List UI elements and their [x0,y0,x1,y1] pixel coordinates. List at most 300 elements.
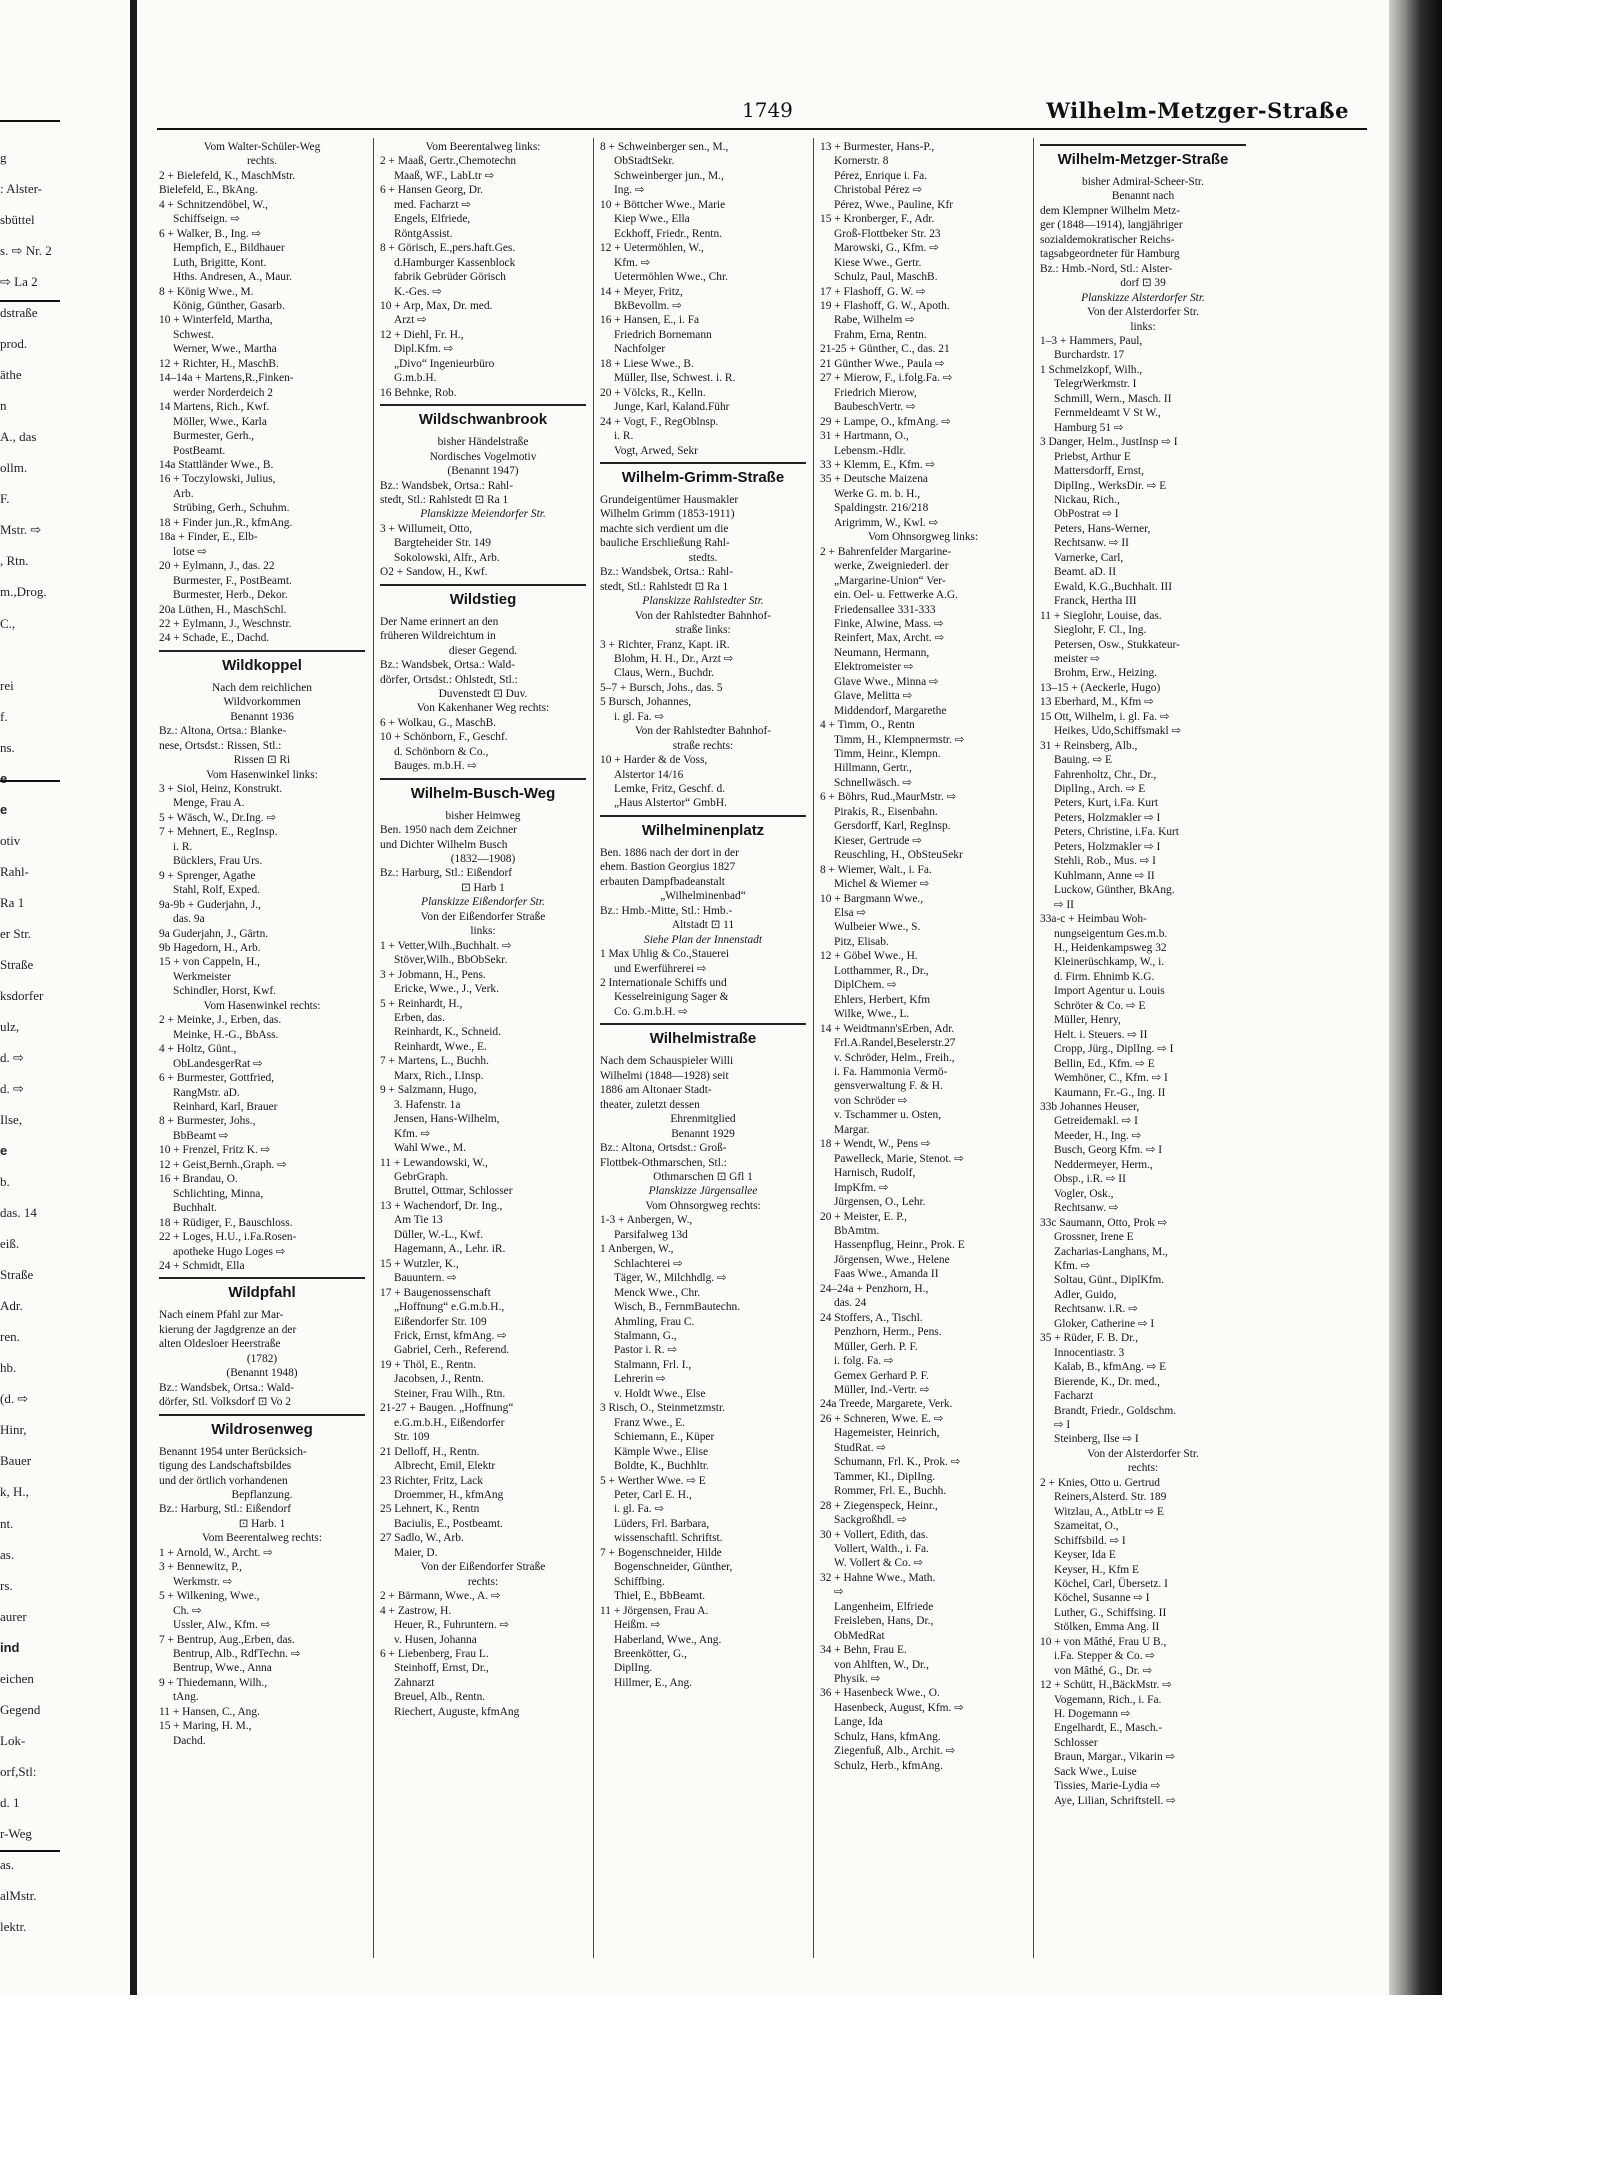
resident-entry: Franck, Hertha III [1054,595,1137,608]
resident-entry: Hempfich, E., Bildhauer [173,242,285,255]
house-entry: 10 + Arp, Max, Dr. med. [380,299,493,312]
street-heading: Wilhelmistraße [600,1023,806,1049]
house-entry: 7 + Mehnert, E., RegInsp. [159,826,278,839]
resident-entry: Heikes, Udo,Schiffsmakl ⇨ [1054,725,1182,738]
resident-entry: Peters, Holzmakler ⇨ I [1054,811,1161,824]
resident-entry: Petersen, Osw., Stukkateur- [1054,638,1180,651]
section-note: Wildvorkommen [223,696,301,709]
map-reference: Planskizze Eißendorfer Str. [421,896,545,909]
left-page-fragment: sbüttel [0,212,35,228]
resident-entry: Sieglohr, F. Cl., Ing. [1054,624,1147,637]
resident-entry: Burmester, Herb., Dekor. [173,589,288,602]
left-page-fragment: rei [0,677,14,693]
resident-entry: „Hoffnung“ e.G.m.b.H., [394,1301,505,1314]
resident-entry: Sack Wwe., Luise [1054,1765,1137,1778]
resident-entry: Braun, Margar., Vikarin ⇨ [1054,1751,1176,1764]
resident-entry: Schiffseign. ⇨ [173,213,240,226]
house-entry: 1-3 + Anbergen, W., [600,1214,693,1227]
resident-entry: Möller, Wwe., Karla [173,415,267,428]
resident-entry: med. Facharzt ⇨ [394,198,471,211]
resident-entry: Pérez, Wwe., Pauline, Kfr [834,198,954,211]
house-entry: 11 + Hansen, C., Ang. [159,1705,260,1718]
section-note: Vom Beerentalweg rechts: [202,1532,322,1545]
resident-entry: ObStadtSekr. [614,155,675,168]
resident-entry: Claus, Wern., Buchdr. [614,667,715,680]
resident-entry: Dachd. [173,1734,206,1747]
resident-entry: Ewald, K.G.,Buchhalt. III [1054,580,1172,593]
section-note: Benannt 1929 [671,1127,735,1140]
resident-entry: Tammer, Kl., DiplIng. [834,1470,936,1483]
resident-entry: nungseigentum Ges.m.b. [1054,927,1168,940]
section-note: „Wilhelminenbad“ [660,890,746,903]
house-entry: 2 Internationale Schiffs und [600,977,727,990]
resident-entry: Ahmling, Frau C. [614,1315,695,1328]
resident-entry: Import Agentur u. Louis [1054,985,1165,998]
house-entry: 6 + Wolkau, G., MaschB. [380,716,497,729]
house-entry: 19 + Thöl, E., Rentn. [380,1358,477,1371]
resident-entry: Müller, Ind.-Vertr. ⇨ [834,1383,930,1396]
resident-entry: Wisch, B., FernmBautechn. [614,1301,741,1314]
resident-entry: H. Dogemann ⇨ [1054,1708,1131,1721]
resident-entry: Vogemann, Rich., i. Fa. [1054,1693,1162,1706]
resident-entry: Peters, Hans-Werner, [1054,522,1151,535]
resident-entry: Boldte, K., Buchhltr. [614,1460,709,1473]
resident-entry: Jensen, Hans-Wilhelm, [394,1113,500,1126]
left-page-fragment: Ilse, [0,1112,23,1128]
section-note: dorf ⊡ 39 [1120,277,1166,290]
street-heading: Wilhelm-Busch-Weg [380,778,586,804]
resident-entry: Schiffsbild. ⇨ I [1054,1534,1126,1547]
directory-column-4 [820,140,1026,1960]
resident-entry: Langenheim, Elfriede [834,1600,934,1613]
resident-entry: i.Fa. Stepper & Co. ⇨ [1054,1650,1155,1663]
left-page-fragment: m.,Drog. [0,584,47,600]
section-note: Benannt nach [1111,190,1175,203]
resident-entry: Sokolowski, Alfr., Arb. [394,551,500,564]
resident-entry: Hillmann, Gertr., [834,762,912,775]
left-page-fragment: ulz, [0,1018,20,1034]
resident-entry: Peters, Holzmakler ⇨ I [1054,840,1161,853]
house-entry: 9 + Sprenger, Agathe [159,869,256,882]
resident-entry: Hagemann, A., Lehr. iR. [394,1243,506,1256]
resident-entry: Müller, Gerh. P. F. [834,1340,918,1353]
street-heading: Wilhelm-Grimm-Straße [600,462,806,488]
section-note: (1832—1908) [450,853,516,866]
house-entry: 14–14a + Martens,R.,Finken- [159,372,294,385]
house-entry: 1 Schmelzkopf, Wilh., [1040,363,1143,376]
resident-entry: Schlichting, Minna, [173,1187,264,1200]
left-page-fragment: dstraße [0,305,38,321]
resident-entry: Jacobsen, J., Rentn. [394,1373,484,1386]
resident-entry: Kiep Wwe., Ella [614,213,690,226]
resident-entry: Stehli, Rob., Mus. ⇨ I [1054,855,1156,868]
section-note: bisher Admiral-Scheer-Str. [1082,176,1204,188]
resident-entry: Brandt, Friedr., Goldschm. [1054,1404,1177,1417]
house-entry: 7 + Martens, L., Buchh. [380,1055,489,1068]
section-note: Von der Alsterdorfer Str. [1087,1447,1199,1460]
resident-entry: Burmester, Gerh., [173,430,255,443]
resident-entry: Breenkötter, G., [614,1647,687,1660]
resident-entry: Vollert, Walth., i. Fa. [834,1542,929,1555]
resident-entry: Buchhalt. [173,1202,217,1215]
house-entry: und der örtlich vorhandenen [159,1474,288,1487]
house-entry: tagsabgeordneter für Hamburg [1040,248,1180,261]
resident-entry: Heuer, R., Fuhruntern. ⇨ [394,1619,510,1632]
resident-entry: Faas Wwe., Amanda II [834,1268,939,1281]
house-entry: 15 Ott, Wilhelm, i. gl. Fa. ⇨ [1040,710,1170,723]
section-note: Altstadt ⊡ 11 [671,919,735,932]
map-reference: Planskizze Alsterdorfer Str. [1081,291,1205,304]
left-page-fragment: d. ⇨ [0,1050,24,1065]
resident-entry: Bauuntern. ⇨ [394,1272,457,1285]
resident-entry: werder Norderdeich 2 [173,386,273,399]
left-page-fragment: s. ⇨ Nr. 2 [0,243,52,259]
section-note: Von der Rahlstedter Bahnhof- [634,609,772,622]
resident-entry: ObLandesgerRat ⇨ [173,1057,263,1070]
resident-entry: Riechert, Auguste, kfmAng [394,1705,520,1718]
section-note: Nordisches Vogelmotiv [429,450,537,463]
resident-entry: Michel & Wiemer ⇨ [834,878,930,891]
resident-entry: Düller, W.-L., Kwf. [394,1228,484,1241]
house-entry: 4 + Holtz, Günt., [159,1043,237,1056]
house-entry: 22 + Eylmann, J., Weschnstr. [159,617,292,630]
resident-entry: Gemex Gerhard P. F. [834,1369,929,1382]
left-page-fragment: C., [0,615,16,631]
house-entry: 5 Bursch, Johannes, [600,696,692,709]
resident-entry: Obsp., i.R. ⇨ II [1054,1173,1126,1186]
house-entry: Bz.: Altona, Ortsa.: Blanke- [159,725,287,738]
resident-entry: DiplIng., WerksDir. ⇨ E [1054,479,1167,492]
left-page-rule [0,1850,60,1852]
resident-entry: Schulz, Herb., kfmAng. [834,1759,943,1772]
section-note: bisher Händelstraße [437,436,529,449]
resident-entry: Wulbeier Wwe., S. [834,921,921,934]
house-entry: 12 + Geist,Bernh.,Graph. ⇨ [159,1158,287,1171]
house-entry: 8 + Burmester, Johs., [159,1115,256,1128]
house-entry: 33b Johannes Heuser, [1040,1101,1140,1113]
resident-entry: Reinhard, Karl, Brauer [173,1101,278,1113]
house-entry: 9 + Salzmann, Hugo, [380,1084,477,1097]
house-entry: 22 + Loges, H.U., i.Fa.Rosen- [159,1231,297,1244]
house-entry: 6 + Böhrs, Rud.,MaurMstr. ⇨ [820,791,957,804]
resident-entry: Maaß, WF., LabLtr ⇨ [394,169,495,182]
resident-entry: Keyser, Ida E [1054,1549,1116,1562]
house-entry: 32 + Hahne Wwe., Math. [820,1571,936,1584]
resident-entry: Wemhöner, C., Kfm. ⇨ I [1054,1072,1168,1085]
house-entry: 10 + Winterfeld, Martha, [159,314,273,327]
resident-entry: Pirakis, R., Eisenbahn. [834,805,938,818]
house-entry: 24 Stoffers, A., Tischl. [820,1311,923,1324]
house-entry: Bielefeld, E., BkAng. [159,184,258,197]
resident-entry: Hassenpflug, Heinr., Prok. E [834,1239,965,1252]
section-note: Ehrenmitglied [670,1113,736,1126]
left-page-fragment: A., das [0,429,37,445]
resident-entry: Peters, Christine, i.Fa. Kurt [1054,826,1179,839]
resident-entry: Hillmer, E., Ang. [614,1676,693,1689]
resident-entry: Wilke, Wwe., L. [834,1008,910,1021]
house-entry: 20 + Völcks, R., Kelln. [600,386,706,399]
resident-entry: G.m.b.H. [394,372,437,385]
resident-entry: Maier, D. [394,1546,438,1559]
resident-entry: Engels, Elfriede, [394,213,471,226]
house-entry: 12 + Göbel Wwe., H. [820,950,918,963]
left-page-fragment: otiv [0,832,21,848]
house-entry: Bz.: Harburg, Stl.: Eißendorf [159,1503,292,1516]
page-number: 1749 [742,98,793,122]
resident-entry: Bücklers, Frau Urs. [173,855,263,868]
house-entry: 15 + Wutzler, K., [380,1257,459,1270]
resident-entry: von Schröder ⇨ [834,1094,908,1107]
resident-entry: Reuschling, H., ObSteuSekr [834,849,963,862]
house-entry: 19 + Flashoff, G. W., Apoth. [820,299,950,312]
resident-entry: Priebst, Arthur E [1054,450,1131,463]
house-entry: 10 + Harder & de Voss, [600,754,708,767]
resident-entry: Helt. i. Steuers. ⇨ II [1054,1028,1148,1041]
resident-entry: gensverwaltung F. & H. [834,1080,943,1093]
house-entry: 4 + Timm, O., Rentn [820,719,915,732]
resident-entry: d.Hamburger Kassenblock [394,256,516,269]
resident-entry: v. Schröder, Helm., Freih., [834,1051,955,1064]
house-entry: theater, zuletzt dessen [600,1098,700,1111]
house-entry: 4 + Schnitzendöbel, W., [159,198,268,211]
house-entry: 8 + Görisch, E.,pers.haft.Ges. [380,242,516,255]
house-entry: 9 + Thiedemann, Wilh., [159,1676,268,1689]
resident-entry: Fahrenholtz, Chr., Dr., [1054,768,1157,781]
house-entry: Ben. 1950 nach dem Zeichner [380,824,517,837]
resident-entry: Ziegenfuß, Alb., Archit. ⇨ [834,1745,956,1758]
house-entry: 4 + Zastrow, H. [380,1604,452,1617]
section-note: Von Kakenhaner Weg rechts: [416,702,550,715]
resident-entry: Stalmann, G., [614,1329,677,1342]
left-page-fragment: Straße [0,956,34,972]
resident-entry: ObPostrat ⇨ I [1054,508,1119,521]
left-page-fragment: : Alster- [0,181,42,197]
left-page-fragment: aurer [0,1608,27,1624]
house-entry: dörfer, Stl. Volksdorf ⊡ Vo 2 [159,1396,291,1409]
house-entry: 7 + Bentrup, Aug.,Erben, das. [159,1633,295,1646]
resident-entry: Stöver,Wilh., BbObSekr. [394,954,508,967]
resident-entry: Burchardstr. 17 [1054,349,1125,362]
house-entry: 18 + Finder jun.,R., kfmAng. [159,516,293,529]
left-page-edge [0,0,130,1995]
house-entry: 23 Richter, Fritz, Lack [380,1474,483,1487]
left-page-fragment: k, H., [0,1484,29,1500]
resident-entry: i. gl. Fa. ⇨ [614,1503,665,1516]
house-entry: 20 + Meister, E. P., [820,1210,907,1223]
resident-entry: Kämple Wwe., Elise [614,1445,709,1458]
left-page-fragment: ksdorfer [0,987,44,1003]
resident-entry: Vogt, Arwed, Sekr [614,444,698,457]
map-reference: Planskizze Meiendorfer Str. [420,508,546,521]
resident-entry: Hths. Andresen, A., Maur. [173,271,292,284]
house-entry: ger (1848—1914), langjähriger [1040,219,1183,232]
house-entry: Der Name erinnert an den [380,615,499,628]
resident-entry: Tissies, Marie-Lydia ⇨ [1054,1780,1161,1793]
resident-entry: Lotthammer, R., Dr., [834,964,929,977]
resident-entry: apotheke Hugo Loges ⇨ [173,1245,286,1258]
left-page-fragment: as. [0,1546,15,1562]
house-entry: früheren Wildreichtum in [380,630,496,643]
directory-column-5 [1040,140,1246,1960]
resident-entry: Peter, Carl E. H., [614,1488,692,1501]
house-entry: 2 + Bielefeld, K., MaschMstr. [159,169,296,182]
map-reference: Planskizze Rahlstedter Str. [642,595,764,608]
resident-entry: Schmill, Wern., Masch. II [1054,392,1172,405]
resident-entry: Kuhlmann, Anne ⇨ II [1054,869,1155,882]
left-page-fragment: äthe [0,367,22,383]
house-entry: Bz.: Altona, Ortsdst.: Groß- [600,1142,727,1155]
resident-entry: Keyser, H., Kfm E [1054,1563,1139,1576]
resident-entry: Albrecht, Emil, Elektr [394,1460,496,1473]
left-page-fragment: alMstr. [0,1887,37,1903]
left-page-rule [0,120,60,122]
house-entry: dem Klempner Wilhelm Metz- [1040,204,1181,217]
resident-entry: Werner, Wwe., Martha [173,343,277,356]
house-entry: 5–7 + Bursch, Johs., das. 5 [600,681,723,694]
house-entry: sozialdemokratischer Reichs- [1040,233,1175,246]
resident-entry: v. Husen, Johanna [394,1633,477,1646]
resident-entry: Kaumann, Fr.-G., Ing. II [1054,1086,1166,1099]
house-entry: 11 + Lewandowski, W., [380,1156,488,1169]
resident-entry: Aye, Lilian, Schriftstell. ⇨ [1054,1794,1176,1807]
left-page-fragment: rs. [0,1577,13,1593]
resident-entry: BkBevollm. ⇨ [614,299,682,312]
resident-entry: Peters, Kurt, i.Fa. Kurt [1054,797,1159,810]
house-entry: 35 + Rüder, F. B. Dr., [1040,1332,1139,1345]
resident-entry: Schiemann, E., Küper [614,1431,715,1444]
resident-entry: Frl.A.Randel,Beselerstr.27 [834,1037,956,1050]
resident-entry: Kalab, B., kfmAng. ⇨ E [1054,1361,1167,1374]
book-gutter [130,0,137,1995]
house-entry: 1–3 + Hammers, Paul, [1040,334,1143,347]
resident-entry: Ch. ⇨ [173,1604,202,1617]
left-page-fragment: er Str. [0,925,32,941]
section-note: Vom Hasenwinkel links: [206,768,318,781]
house-entry: 5 + Werther Wwe. ⇨ E [600,1474,706,1487]
house-entry: Bz.: Wandsbek, Ortsa.: Wald- [159,1381,295,1394]
house-entry: 1 Max Uhlig & Co.,Stauerei [600,948,730,961]
running-title: Wilhelm-Metzger-Straße [1046,98,1349,123]
resident-entry: Bruttel, Ottmar, Schlosser [394,1185,513,1198]
resident-entry: Schlachterei ⇨ [614,1257,683,1270]
resident-entry: Engelhardt, E., Masch.- [1054,1722,1163,1735]
resident-entry: Eißendorfer Str. 109 [394,1315,487,1328]
resident-entry: i. R. [173,840,193,853]
resident-entry: Schindler, Horst, Kwf. [173,985,276,998]
left-page-fragment: Adr. [0,1298,23,1314]
resident-entry: Lemke, Fritz, Geschf. d. [614,783,726,796]
resident-entry: 3. Hafenstr. 1a [394,1098,461,1111]
resident-entry: v. Tschammer u. Osten, [834,1109,942,1122]
section-note: rechts. [246,155,278,168]
resident-entry: Steinhoff, Ernst, Dr., [394,1662,489,1675]
resident-entry: Ehlers, Herbert, Kfm [834,993,931,1006]
resident-entry: Grossner, Irene E [1054,1231,1134,1244]
resident-entry: Kfm. ⇨ [394,1127,431,1140]
house-entry: 6 + Walker, B., Ing. ⇨ [159,227,262,240]
resident-entry: ⇨ II [1054,898,1074,911]
house-entry: 5 + Wilkening, Wwe., [159,1590,260,1603]
house-entry: 5 + Wäsch, W., Dr.Ing. ⇨ [159,811,276,824]
left-page-rule [0,300,60,302]
house-entry: 26 + Schneren, Wwe. E. ⇨ [820,1412,944,1425]
resident-entry: Bauges. m.b.H. ⇨ [394,760,477,773]
house-entry: 12 + Uetermöhlen, W., [600,242,704,255]
house-entry: 12 + Schütt, H.,BäckMstr. ⇨ [1040,1679,1172,1692]
house-entry: 11 + Sieglohr, Louise, das. [1040,609,1162,622]
left-page-fragment: Ra 1 [0,894,25,910]
resident-entry: Pérez, Enrique i. Fa. [834,169,927,182]
house-entry: 3 + Willumeit, Otto, [380,522,473,535]
resident-entry: Droemmer, H., kfmAng [394,1488,504,1501]
left-page-fragment: lektr. [0,1918,27,1934]
resident-entry: Heißm. ⇨ [614,1619,661,1632]
resident-entry: Hagemeister, Heinrich, [834,1427,940,1440]
section-note: Vom Beerentalweg links: [425,141,541,153]
resident-entry: Vogler, Osk., [1054,1187,1114,1200]
resident-entry: Haberland, Wwe., Ang. [614,1633,722,1646]
resident-entry: lotse ⇨ [173,545,207,558]
resident-entry: ObMedRat [834,1629,885,1642]
street-heading: Wilhelm-Metzger-Straße [1040,144,1246,170]
resident-entry: Rechtsanw. ⇨ II [1054,537,1129,550]
left-page-fragment: d. 1 [0,1794,20,1810]
resident-entry: Täger, W., Milchhdlg. ⇨ [614,1272,727,1285]
house-entry: Nach dem Schauspieler Willi [600,1055,734,1068]
house-entry: 24a Treede, Margarete, Verk. [820,1398,953,1411]
resident-entry: Ussler, Alw., Kfm. ⇨ [173,1619,271,1632]
house-entry: 16 + Toczylowski, Julius, [159,473,276,486]
house-entry: 33c Saumann, Otto, Prok ⇨ [1040,1216,1168,1229]
house-entry: 8 + König Wwe., M. [159,285,254,298]
section-note: rechts: [1127,1462,1159,1475]
resident-entry: Sackgroßhdl. ⇨ [834,1514,907,1527]
resident-entry: Mattersdorff, Ernst, [1054,465,1144,478]
house-entry: 16 Behnke, Rob. [380,386,457,399]
resident-entry: d. Firm. Ehnimb K.G. [1054,970,1155,983]
street-heading: Wildschwanbrook [380,404,586,430]
resident-entry: ⇨ [834,1586,844,1599]
resident-entry: Bentrup, Wwe., Anna [173,1662,272,1675]
resident-entry: tAng. [173,1691,199,1704]
resident-entry: „Haus Alstertor“ GmbH. [614,797,727,810]
left-page-fragment: hb. [0,1360,17,1376]
house-entry: 21-27 + Baugen. „Hoffnung“ [380,1402,514,1415]
house-entry: 18 + Liese Wwe., B. [600,357,694,370]
resident-entry: Ing. ⇨ [614,184,645,197]
left-page-fragment: ⇨ La 2 [0,274,38,290]
left-page-fragment: as. [0,1856,15,1872]
house-entry: Wilhelm Grimm (1853-1911) [600,508,735,521]
resident-entry: H., Heidenkampsweg 32 [1054,942,1167,955]
header-rule [157,128,1367,130]
house-entry: 24 + Schmidt, Ella [159,1259,245,1272]
resident-entry: Marx, Rich., I.Insp. [394,1069,484,1082]
resident-entry: Pastor i. R. ⇨ [614,1344,678,1357]
resident-entry: Schiffbing. [614,1575,665,1588]
resident-entry: Uetermöhlen Wwe., Chr. [614,271,728,284]
house-entry: 10 + Schönborn, F., Geschf. [380,731,508,744]
resident-entry: Meeder, H., Ing. ⇨ [1054,1129,1142,1142]
house-entry: 24 + Schade, E., Dachd. [159,632,270,645]
resident-entry: König, Günther, Gasarb. [173,299,285,312]
resident-entry: Harnisch, Rudolf, [834,1167,916,1180]
resident-entry: Frick, Ernst, kfmAng. ⇨ [394,1329,507,1342]
house-entry: 25 Lehnert, K., Rentn [380,1503,480,1516]
left-page-fragment: prod. [0,336,28,352]
house-entry: 7 + Bogenschneider, Hilde [600,1546,722,1559]
resident-entry: Burmester, F., PostBeamt. [173,574,292,587]
